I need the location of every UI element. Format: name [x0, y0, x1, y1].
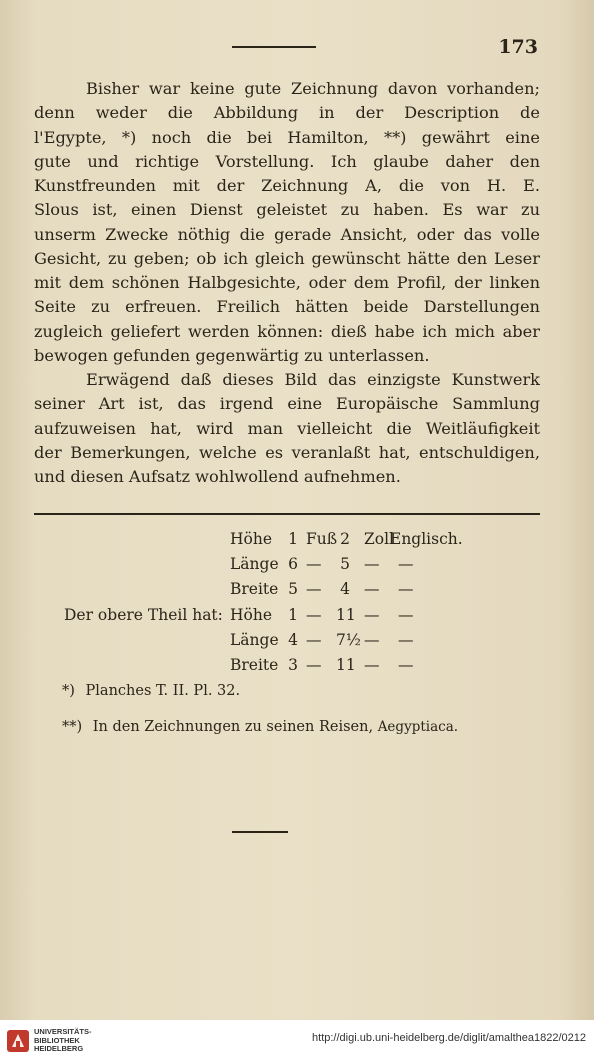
dimension-unit: — [306, 631, 322, 649]
footnote-text-tail: Aegyptiaca. [377, 719, 459, 735]
dimension-unit: — [364, 555, 380, 573]
dimension-name: Länge [230, 631, 279, 649]
logo-line: UNIVERSITÄTS- [34, 1027, 92, 1036]
dimension-value: 5 [288, 580, 298, 598]
text-line: bewogen gefunden gegenwärtig zu unterlassen. [34, 345, 430, 365]
text-line: unserm Zwecke nöthig die gerade Ansicht, oder das volle [34, 224, 540, 244]
logo-line: BIBLIOTHEK [34, 1035, 80, 1045]
paragraph-1 [34, 77, 540, 368]
dimension-value: 4 [340, 580, 350, 598]
footnote-text: In den Zeichnungen zu seinen Reisen, [92, 719, 374, 735]
university-seal-icon [6, 1029, 30, 1053]
dimension-unit: — [398, 631, 414, 649]
text-line: aufzuweisen hat, wird man vielleicht die Weitläufigkeit [34, 418, 540, 438]
library-footer [0, 1020, 594, 1062]
dimension-unit: — [306, 580, 322, 598]
dimension-value: 4 [288, 631, 298, 649]
dimension-value: 11 [336, 606, 356, 624]
dimension-value: 1 [288, 606, 298, 624]
source-url-link[interactable]: http://digi.ub.uni-heidelberg.de/diglit/amalthea1822/0212 [312, 1032, 586, 1044]
dimension-unit: — [398, 580, 414, 598]
text-line: gute und richtige Vorstellung. Ich glaube daher den [34, 151, 540, 171]
dimension-name: Breite [230, 656, 279, 674]
dimension-name: Höhe [230, 606, 273, 624]
text-line: Seite zu erfreuen. Freilich hätten beide Darstellungen [34, 297, 540, 317]
footnote-1 [62, 683, 240, 699]
text-line: Gesicht, zu geben; ob ich gleich gewünscht hätte den Leser [34, 248, 540, 268]
dimension-unit: Fuß [306, 530, 338, 548]
dimension-unit: — [398, 555, 414, 573]
dimension-unit: — [364, 656, 380, 674]
text-line: mit dem schönen Halbgesichte, oder dem Profil, der linken [34, 273, 540, 292]
dimension-name: Höhe [230, 530, 273, 548]
text-line: und diesen Aufsatz wohlwollend aufnehmen. [34, 467, 401, 486]
logo-line: HEIDELBERG [34, 1044, 84, 1053]
text-line: l'Egypte, *) noch die bei Hamilton, **) gewährt eine [34, 127, 540, 147]
dimension-value: 6 [288, 555, 298, 573]
dimension-unit: — [306, 555, 322, 573]
text-line: Bisher war keine gute Zeichnung davon vorhanden; [86, 79, 540, 98]
dimension-name: Länge [230, 555, 279, 573]
page-number: 173 [498, 36, 538, 58]
text-line: zugleich geliefert werden können: dieß habe ich mich aber [34, 321, 540, 341]
dimension-unit: — [364, 631, 380, 649]
text-line: seiner Art ist, das irgend eine Europäische Sammlung [34, 394, 540, 414]
dimension-unit: — [364, 580, 380, 598]
dimension-unit: — [398, 656, 414, 674]
text-line: Erwägend daß dieses Bild das einzigste Kunstwerk [86, 370, 540, 389]
header-rule [232, 46, 316, 48]
section-rule [34, 513, 540, 515]
dimension-unit: Zoll [364, 530, 395, 548]
text-line: denn weder die Abbildung in der Description de [34, 103, 540, 123]
dimension-unit: — [306, 656, 322, 674]
dimension-unit: — [306, 606, 322, 624]
footnote-2 [62, 719, 458, 735]
dimension-value: 11 [336, 656, 356, 674]
dimension-value: 2 [340, 530, 350, 548]
footnote-mark: *) [62, 683, 75, 699]
text-line: Slous ist, einen Dienst geleistet zu haben. Es war zu [34, 200, 540, 220]
footnote-mark: **) [62, 719, 83, 735]
library-logo-text [34, 1028, 92, 1054]
dimension-unit: — [398, 606, 414, 624]
dimension-value: 1 [288, 530, 298, 548]
dimension-value: 5 [340, 555, 350, 573]
text-line: Kunstfreunden mit der Zeichnung A, die von H. E. [34, 176, 540, 195]
dimension-name: Breite [230, 580, 279, 598]
upper-part-label: Der obere Theil hat: [64, 606, 223, 624]
paragraph-2 [34, 368, 540, 489]
text-line: der Bemerkungen, welche es veranlaßt hat, entschuldigen, [34, 442, 540, 462]
dimension-value: 7½ [336, 631, 361, 649]
footer-rule [232, 831, 288, 833]
dimension-unit: Englisch. [390, 530, 463, 548]
dimension-value: 3 [288, 656, 298, 674]
dimension-unit: — [364, 606, 380, 624]
footnote-text: Planches T. II. Pl. 32. [85, 683, 241, 699]
